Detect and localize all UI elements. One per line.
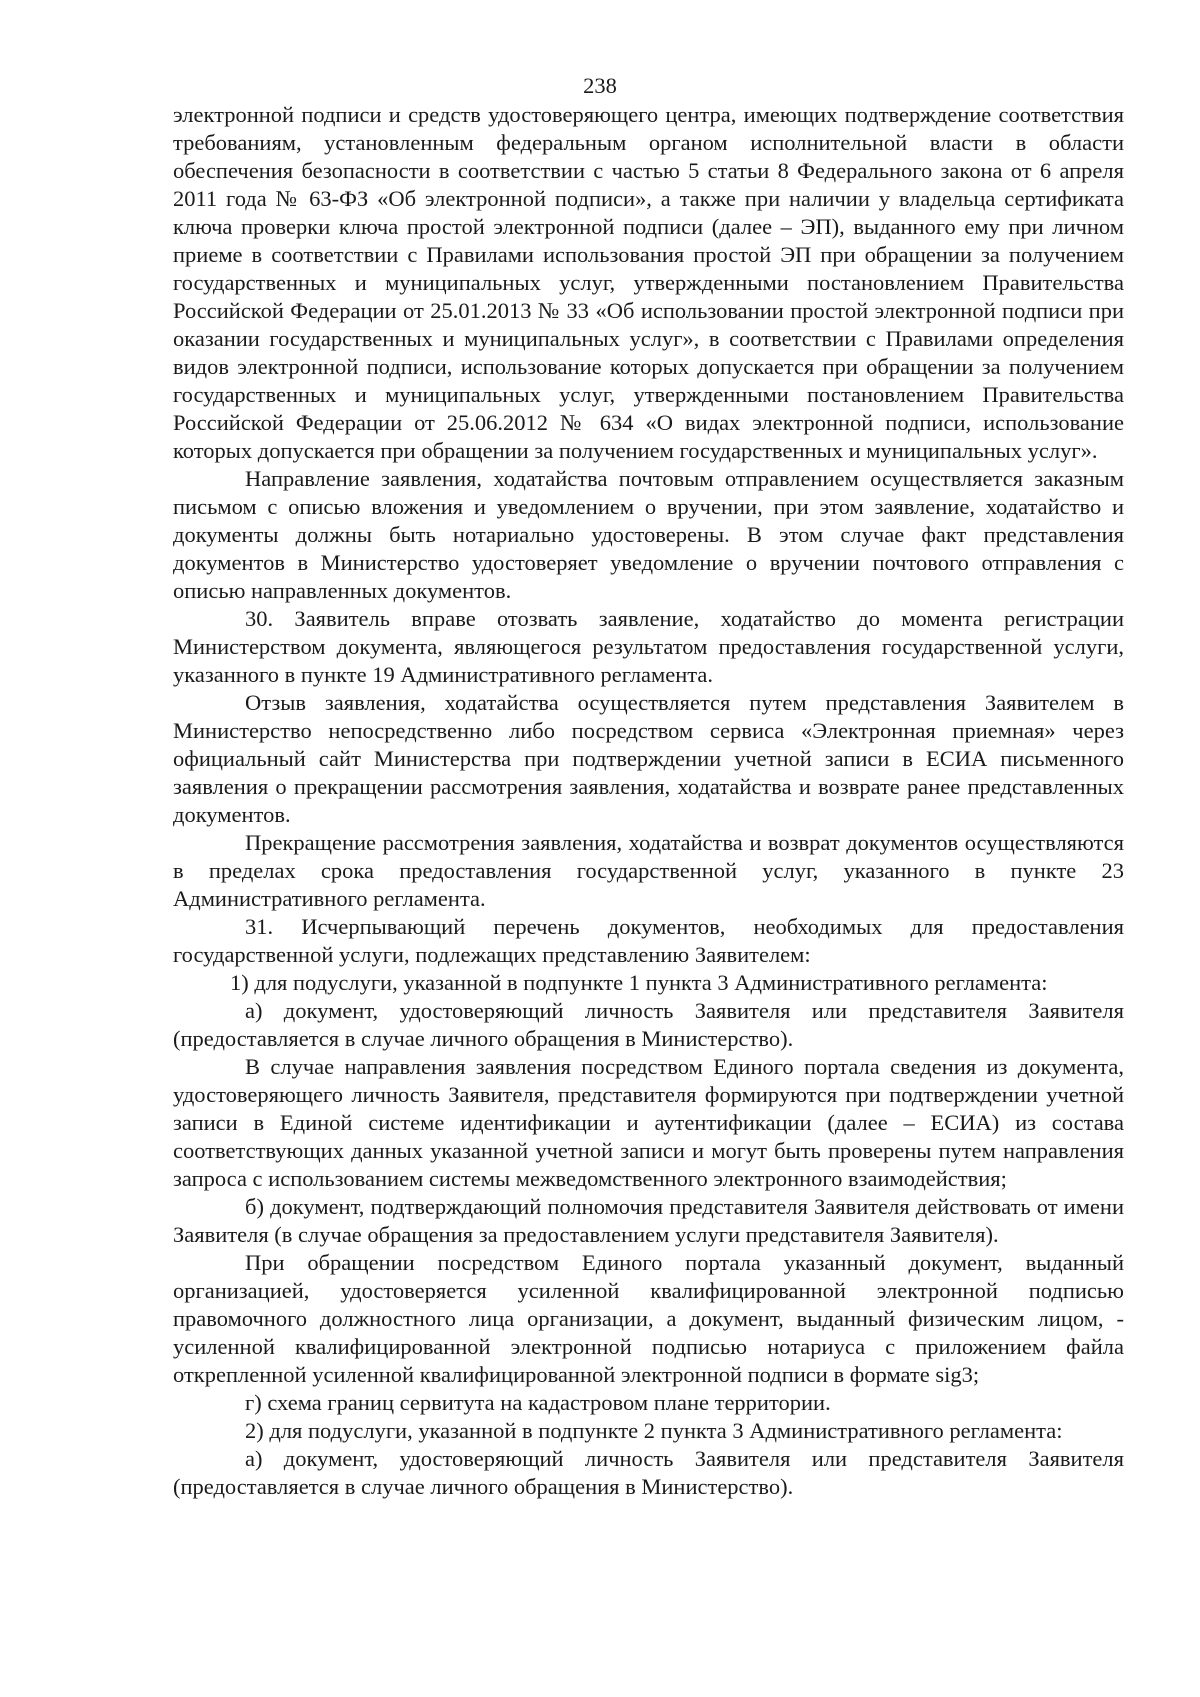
document-body: [173, 101, 1124, 1501]
paragraph-subservice-1: 1) для подуслуги, указанной в подпункте 1 пункта 3 Административного регламента:: [230, 970, 1048, 995]
paragraph-subitem-b-authority: б) документ, подтверждающий полномочия представителя Заявителя действовать от имени Заявителя (в случае обращения за предоставлением услуги представителя Заявителя).: [173, 1194, 1124, 1247]
paragraph-portal-signature: При обращении посредством Единого портала указанный документ, выданный организацией, удостоверяется усиленной квалифицированной электронной подписью правомочного должностного лица организации, а документ, выданный физическим лицом, - усиленной квалифицированной электронной подписью нотариуса с приложением файла открепленной усиленной квалифицированной электронной подписи в формате sig3;: [173, 1250, 1124, 1387]
paragraph-subitem-a-identity-2: а) документ, удостоверяющий личность Заявителя или представителя Заявителя (предоставляется в случае личного обращения в Министерство).: [173, 1446, 1124, 1499]
paragraph-subitem-a-identity: а) документ, удостоверяющий личность Заявителя или представителя Заявителя (предоставляется в случае личного обращения в Министерство).: [173, 998, 1124, 1051]
paragraph-withdrawal: Отзыв заявления, ходатайства осуществляется путем представления Заявителем в Министерство непосредственно либо посредством сервиса «Электронная приемная» через официальный сайт Министерства при подтверждении учетной записи в ЕСИА письменного заявления о прекращении рассмотрения заявления, ходатайства и возврате ранее представленных документов.: [173, 690, 1124, 827]
paragraph-esia-case: В случае направления заявления посредством Единого портала сведения из документа, удостоверяющего личность Заявителя, представителя формируются при подтверждении учетной записи в Единой системе идентификации и аутентификации (далее – ЕСИА) из состава соответствующих данных указанной учетной записи и могут быть проверены путем направления запроса с использованием системы межведомственного электронного взаимодействия;: [173, 1054, 1124, 1191]
paragraph-termination: Прекращение рассмотрения заявления, ходатайства и возврат документов осуществляются в пределах срока предоставления государственной услуг, указанного в пункте 23 Административного регламента.: [173, 830, 1124, 911]
paragraph-subitem-g-scheme: г) схема границ сервитута на кадастровом плане территории.: [245, 1390, 831, 1415]
paragraph-item-30: 30. Заявитель вправе отозвать заявление, ходатайство до момента регистрации Министерством документа, являющегося результатом предоставления государственной услуги, указанного в пункте 19 Административного регламента.: [173, 606, 1124, 687]
paragraph-item-31: 31. Исчерпывающий перечень документов, необходимых для предоставления государственной услуги, подлежащих представлению Заявителем:: [173, 914, 1124, 967]
paragraph-postal-submission: Направление заявления, ходатайства почтовым отправлением осуществляется заказным письмом с описью вложения и уведомлением о вручении, при этом заявление, ходатайство и документы должны быть нотариально удостоверены. В этом случае факт представления документов в Министерство удостоверяет уведомление о вручении почтового отправления с описью направленных документов.: [173, 466, 1124, 603]
page-number: 238: [583, 73, 617, 98]
paragraph-subservice-2: 2) для подуслуги, указанной в подпункте 2 пункта 3 Административного регламента:: [245, 1418, 1063, 1443]
paragraph-electronic-signature-continuation: электронной подписи и средств удостоверяющего центра, имеющих подтверждение соответствия требованиям, установленным федеральным органом исполнительной власти в области обеспечения безопасности в соответствии с частью 5 статьи 8 Федерального закона от 6 апреля 2011 года № 63-ФЗ «Об электронной подписи», а также при наличии у владельца сертификата ключа проверки ключа простой электронной подписи (далее – ЭП), выданного ему при личном приеме в соответствии с Правилами использования простой ЭП при обращении за получением государственных и муниципальных услуг, утвержденными постановлением Правительства Российской Федерации от 25.01.2013 № 33 «Об использовании простой электронной подписи при оказании государственных и муниципальных услуг», в соответствии с Правилами определения видов электронной подписи, использование которых допускается при обращении за получением государственных и муниципальных услуг, утвержденными постановлением Правительства Российской Федерации от 25.06.2012 № 634 «О видах электронной подписи, использование которых допускается при обращении за получением государственных и муниципальных услуг».: [173, 102, 1124, 463]
